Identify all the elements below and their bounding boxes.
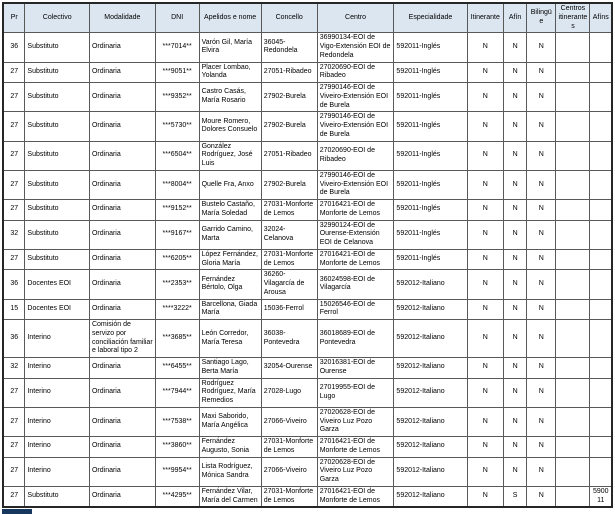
- cell-centros-itinerantes: [556, 220, 590, 249]
- cell-modalidade: Ordinaria: [89, 299, 155, 320]
- cell-pr: 32: [3, 220, 25, 249]
- cell-afin: N: [504, 407, 527, 436]
- cell-colectivo: Substituto: [25, 486, 90, 507]
- cell-afin: N: [504, 249, 527, 270]
- cell-afins: [590, 141, 612, 170]
- cell-colectivo: Substituto: [25, 62, 90, 83]
- cell-apelidos-nome: Barcellona, Giada María: [199, 299, 261, 320]
- cell-centro: 36990134-EOI de Vigo-Extensión EOI de Redondela: [317, 33, 394, 62]
- cell-colectivo: Substituto: [25, 200, 90, 221]
- col-header-especialidade: Especialidade: [394, 3, 467, 33]
- cell-dni: ***6205**: [155, 249, 199, 270]
- cell-itinerante: N: [467, 220, 504, 249]
- col-header-afin: Afín: [504, 3, 527, 33]
- cell-colectivo: Interino: [25, 378, 90, 407]
- cell-centro: 27016421-EOI de Monforte de Lemos: [317, 200, 394, 221]
- cell-itinerante: N: [467, 83, 504, 112]
- cell-concello: 27031-Monforte de Lemos: [261, 200, 317, 221]
- col-header-concello: Concello: [261, 3, 317, 33]
- cell-modalidade: Ordinaria: [89, 200, 155, 221]
- cell-dni: ***9167**: [155, 220, 199, 249]
- cell-afin: N: [504, 62, 527, 83]
- cell-especialidade: 592012-Italiano: [394, 270, 467, 299]
- col-header-centro: Centro: [317, 3, 394, 33]
- cell-centro: 36018689-EOI de Pontevedra: [317, 320, 394, 358]
- cell-itinerante: N: [467, 249, 504, 270]
- cell-afins: [590, 299, 612, 320]
- cell-dni: ***7014**: [155, 33, 199, 62]
- cell-bilingue: N: [527, 170, 556, 199]
- cell-colectivo: Interino: [25, 320, 90, 358]
- cell-afins: [590, 112, 612, 141]
- cell-colectivo: Substituto: [25, 249, 90, 270]
- cell-itinerante: N: [467, 486, 504, 507]
- cell-centros-itinerantes: [556, 299, 590, 320]
- table-row: [3, 141, 612, 170]
- cell-centros-itinerantes: [556, 486, 590, 507]
- cell-colectivo: Docentes EOI: [25, 270, 90, 299]
- cell-afin: N: [504, 141, 527, 170]
- cell-modalidade: Ordinaria: [89, 358, 155, 379]
- cell-dni: ***4295**: [155, 486, 199, 507]
- cell-itinerante: N: [467, 358, 504, 379]
- cell-pr: 36: [3, 320, 25, 358]
- cell-especialidade: 592012-Italiano: [394, 437, 467, 458]
- cell-itinerante: N: [467, 320, 504, 358]
- cell-itinerante: N: [467, 270, 504, 299]
- cell-afins: [590, 320, 612, 358]
- cell-concello: 36038-Pontevedra: [261, 320, 317, 358]
- cell-pr: 27: [3, 112, 25, 141]
- cell-afins: [590, 378, 612, 407]
- cell-afin: N: [504, 33, 527, 62]
- cell-apelidos-nome: López Fernández, Gloria María: [199, 249, 261, 270]
- table-row: [3, 358, 612, 379]
- cell-especialidade: 592012-Italiano: [394, 378, 467, 407]
- cell-modalidade: Comisión de servizo por conciliación familiar e laboral tipo 2: [89, 320, 155, 358]
- cell-pr: 27: [3, 170, 25, 199]
- cell-pr: 36: [3, 270, 25, 299]
- cell-apelidos-nome: Fernández Vilar, María del Carmen: [199, 486, 261, 507]
- table-row: [3, 320, 612, 358]
- cell-modalidade: Ordinaria: [89, 170, 155, 199]
- table-row: [3, 170, 612, 199]
- cell-colectivo: Substituto: [25, 220, 90, 249]
- cell-bilingue: N: [527, 299, 556, 320]
- page-bottom-accent: [2, 509, 32, 514]
- cell-itinerante: N: [467, 457, 504, 486]
- cell-centros-itinerantes: [556, 358, 590, 379]
- cell-modalidade: Ordinaria: [89, 33, 155, 62]
- cell-afin: N: [504, 378, 527, 407]
- cell-pr: 27: [3, 141, 25, 170]
- cell-apelidos-nome: González Rodríguez, José Luis: [199, 141, 261, 170]
- cell-pr: 27: [3, 200, 25, 221]
- cell-afin: N: [504, 270, 527, 299]
- cell-dni: ***5730**: [155, 112, 199, 141]
- cell-itinerante: N: [467, 170, 504, 199]
- cell-apelidos-nome: Castro Casás, María Rosario: [199, 83, 261, 112]
- cell-itinerante: N: [467, 200, 504, 221]
- cell-concello: 27902-Burela: [261, 170, 317, 199]
- col-header-dni: DNI: [155, 3, 199, 33]
- cell-apelidos-nome: Rodríguez Rodríguez, María Remedios: [199, 378, 261, 407]
- col-header-itinerante: Itinerante: [467, 3, 504, 33]
- table-row: [3, 249, 612, 270]
- cell-centros-itinerantes: [556, 320, 590, 358]
- cell-especialidade: 592011-Inglés: [394, 141, 467, 170]
- cell-concello: 32024-Celanova: [261, 220, 317, 249]
- cell-centros-itinerantes: [556, 141, 590, 170]
- cell-dni: ****3222*: [155, 299, 199, 320]
- cell-concello: 27031-Monforte de Lemos: [261, 486, 317, 507]
- col-header-afins: Afíns: [590, 3, 612, 33]
- cell-colectivo: Interino: [25, 358, 90, 379]
- table-row: [3, 299, 612, 320]
- cell-afin: N: [504, 437, 527, 458]
- cell-afin: N: [504, 170, 527, 199]
- cell-afins: [590, 170, 612, 199]
- cell-centros-itinerantes: [556, 437, 590, 458]
- cell-colectivo: Interino: [25, 407, 90, 436]
- table-header-row: [3, 3, 612, 33]
- cell-centros-itinerantes: [556, 457, 590, 486]
- table-row: [3, 112, 612, 141]
- cell-afin: N: [504, 358, 527, 379]
- col-header-apelidos-nome: Apelidos e nome: [199, 3, 261, 33]
- cell-modalidade: Ordinaria: [89, 83, 155, 112]
- cell-apelidos-nome: Quelle Fra, Anxo: [199, 170, 261, 199]
- cell-apelidos-nome: Varón Gil, María Elvira: [199, 33, 261, 62]
- cell-centros-itinerantes: [556, 33, 590, 62]
- cell-bilingue: N: [527, 220, 556, 249]
- col-header-pr: Pr: [3, 3, 25, 33]
- cell-afin: N: [504, 220, 527, 249]
- cell-modalidade: Ordinaria: [89, 457, 155, 486]
- cell-centros-itinerantes: [556, 378, 590, 407]
- cell-apelidos-nome: Fernández Bértolo, Olga: [199, 270, 261, 299]
- cell-especialidade: 592012-Italiano: [394, 358, 467, 379]
- cell-modalidade: Ordinaria: [89, 407, 155, 436]
- cell-itinerante: N: [467, 62, 504, 83]
- cell-concello: 27051-Ribadeo: [261, 141, 317, 170]
- table-header: [3, 3, 612, 33]
- cell-centros-itinerantes: [556, 407, 590, 436]
- cell-concello: 36260-Vilagarcía de Arousa: [261, 270, 317, 299]
- cell-bilingue: N: [527, 358, 556, 379]
- cell-dni: ***2353**: [155, 270, 199, 299]
- cell-colectivo: Substituto: [25, 141, 90, 170]
- cell-centro: 27990146-EOI de Viveiro-Extensión EOI de Burela: [317, 170, 394, 199]
- cell-centro: 27020628-EOI de Viveiro Luz Pozo Garza: [317, 407, 394, 436]
- cell-afins: [590, 200, 612, 221]
- cell-apelidos-nome: Santiago Lago, Berta María: [199, 358, 261, 379]
- cell-centros-itinerantes: [556, 62, 590, 83]
- cell-concello: 27028-Lugo: [261, 378, 317, 407]
- cell-centro: 27016421-EOI de Monforte de Lemos: [317, 249, 394, 270]
- cell-itinerante: N: [467, 33, 504, 62]
- table-row: [3, 62, 612, 83]
- cell-colectivo: Interino: [25, 457, 90, 486]
- col-header-colectivo: Colectivo: [25, 3, 90, 33]
- cell-especialidade: 592011-Inglés: [394, 112, 467, 141]
- cell-concello: 27902-Burela: [261, 83, 317, 112]
- cell-especialidade: 592012-Italiano: [394, 457, 467, 486]
- cell-pr: 15: [3, 299, 25, 320]
- cell-afins: [590, 270, 612, 299]
- table-row: [3, 220, 612, 249]
- cell-dni: ***9051**: [155, 62, 199, 83]
- cell-modalidade: Ordinaria: [89, 486, 155, 507]
- cell-modalidade: Ordinaria: [89, 270, 155, 299]
- cell-pr: 27: [3, 378, 25, 407]
- cell-centro: 27990146-EOI de Viveiro-Extensión EOI de Burela: [317, 112, 394, 141]
- cell-apelidos-nome: Moure Romero, Dolores Consuelo: [199, 112, 261, 141]
- cell-bilingue: N: [527, 320, 556, 358]
- cell-centros-itinerantes: [556, 200, 590, 221]
- col-header-bilingue: Bilingüe: [527, 3, 556, 33]
- cell-centro: 32990124-EOI de Ourense-Extensión EOI de Celanova: [317, 220, 394, 249]
- cell-bilingue: N: [527, 407, 556, 436]
- cell-colectivo: Substituto: [25, 33, 90, 62]
- cell-modalidade: Ordinaria: [89, 112, 155, 141]
- cell-afin: N: [504, 112, 527, 141]
- cell-apelidos-nome: León Corredor, María Teresa: [199, 320, 261, 358]
- cell-bilingue: N: [527, 141, 556, 170]
- cell-apelidos-nome: Garrido Camino, Marta: [199, 220, 261, 249]
- cell-pr: 27: [3, 437, 25, 458]
- cell-centro: 27020690-EOI de Ribadeo: [317, 141, 394, 170]
- cell-afins: 590011: [590, 486, 612, 507]
- table-row: [3, 407, 612, 436]
- cell-bilingue: N: [527, 112, 556, 141]
- cell-concello: 15036-Ferrol: [261, 299, 317, 320]
- cell-bilingue: N: [527, 486, 556, 507]
- cell-itinerante: N: [467, 407, 504, 436]
- cell-afins: [590, 83, 612, 112]
- cell-centro: 27016421-EOI de Monforte de Lemos: [317, 486, 394, 507]
- cell-dni: ***9152**: [155, 200, 199, 221]
- cell-modalidade: Ordinaria: [89, 249, 155, 270]
- cell-itinerante: N: [467, 437, 504, 458]
- cell-afins: [590, 407, 612, 436]
- cell-concello: 36045-Redondela: [261, 33, 317, 62]
- cell-bilingue: N: [527, 457, 556, 486]
- cell-pr: 27: [3, 249, 25, 270]
- cell-afins: [590, 33, 612, 62]
- cell-especialidade: 592012-Italiano: [394, 486, 467, 507]
- cell-concello: 27051-Ribadeo: [261, 62, 317, 83]
- cell-centro: 27020628-EOI de Viveiro Luz Pozo Garza: [317, 457, 394, 486]
- cell-afin: N: [504, 200, 527, 221]
- cell-bilingue: N: [527, 378, 556, 407]
- cell-centro: 36024598-EOI de Vilagarcía: [317, 270, 394, 299]
- cell-concello: 27066-Viveiro: [261, 457, 317, 486]
- cell-modalidade: Ordinaria: [89, 141, 155, 170]
- cell-bilingue: N: [527, 33, 556, 62]
- cell-afin: N: [504, 320, 527, 358]
- cell-modalidade: Ordinaria: [89, 62, 155, 83]
- cell-dni: ***9954**: [155, 457, 199, 486]
- cell-modalidade: Ordinaria: [89, 378, 155, 407]
- col-header-centros-itinerantes: Centros itinerantes: [556, 3, 590, 33]
- cell-especialidade: 592011-Inglés: [394, 249, 467, 270]
- cell-dni: ***6455**: [155, 358, 199, 379]
- cell-modalidade: Ordinaria: [89, 437, 155, 458]
- cell-dni: ***7944**: [155, 378, 199, 407]
- cell-especialidade: 592011-Inglés: [394, 200, 467, 221]
- cell-colectivo: Substituto: [25, 170, 90, 199]
- cell-itinerante: N: [467, 378, 504, 407]
- cell-concello: 27902-Burela: [261, 112, 317, 141]
- cell-especialidade: 592011-Inglés: [394, 62, 467, 83]
- cell-itinerante: N: [467, 299, 504, 320]
- cell-apelidos-nome: Fernández Augusto, Sonia: [199, 437, 261, 458]
- cell-dni: ***3685**: [155, 320, 199, 358]
- cell-afins: [590, 358, 612, 379]
- cell-bilingue: N: [527, 249, 556, 270]
- cell-dni: ***3860**: [155, 437, 199, 458]
- cell-afins: [590, 249, 612, 270]
- cell-colectivo: Docentes EOI: [25, 299, 90, 320]
- cell-colectivo: Substituto: [25, 112, 90, 141]
- cell-especialidade: 592011-Inglés: [394, 33, 467, 62]
- cell-centro: 32016381-EOI de Ourense: [317, 358, 394, 379]
- table-body: [3, 33, 612, 508]
- cell-centros-itinerantes: [556, 270, 590, 299]
- table-row: [3, 378, 612, 407]
- cell-apelidos-nome: Lista Rodríguez, Mónica Sandra: [199, 457, 261, 486]
- cell-pr: 27: [3, 486, 25, 507]
- cell-colectivo: Interino: [25, 437, 90, 458]
- cell-dni: ***9352**: [155, 83, 199, 112]
- cell-modalidade: Ordinaria: [89, 220, 155, 249]
- cell-afins: [590, 62, 612, 83]
- cell-apelidos-nome: Maxi Saborido, María Angélica: [199, 407, 261, 436]
- cell-afins: [590, 220, 612, 249]
- cell-itinerante: N: [467, 141, 504, 170]
- cell-concello: 27031-Monforte de Lemos: [261, 437, 317, 458]
- table-row: [3, 83, 612, 112]
- cell-bilingue: N: [527, 200, 556, 221]
- cell-centros-itinerantes: [556, 249, 590, 270]
- cell-especialidade: 592012-Italiano: [394, 320, 467, 358]
- cell-afin: N: [504, 83, 527, 112]
- table-row: [3, 486, 612, 507]
- cell-especialidade: 592012-Italiano: [394, 407, 467, 436]
- cell-bilingue: N: [527, 270, 556, 299]
- table-row: [3, 437, 612, 458]
- table-row: [3, 200, 612, 221]
- cell-pr: 27: [3, 457, 25, 486]
- cell-concello: 27031-Monforte de Lemos: [261, 249, 317, 270]
- cell-centro: 27016421-EOI de Monforte de Lemos: [317, 437, 394, 458]
- cell-afins: [590, 437, 612, 458]
- cell-pr: 27: [3, 62, 25, 83]
- table-row: [3, 33, 612, 62]
- cell-centros-itinerantes: [556, 83, 590, 112]
- cell-dni: ***8004**: [155, 170, 199, 199]
- cell-pr: 27: [3, 83, 25, 112]
- cell-centros-itinerantes: [556, 112, 590, 141]
- cell-concello: 27066-Viveiro: [261, 407, 317, 436]
- cell-dni: ***6504**: [155, 141, 199, 170]
- cell-bilingue: N: [527, 62, 556, 83]
- cell-especialidade: 592012-Italiano: [394, 299, 467, 320]
- cell-bilingue: N: [527, 437, 556, 458]
- cell-afin: S: [504, 486, 527, 507]
- cell-pr: 32: [3, 358, 25, 379]
- col-header-modalidade: Modalidade: [89, 3, 155, 33]
- cell-afin: N: [504, 457, 527, 486]
- cell-itinerante: N: [467, 112, 504, 141]
- table-row: [3, 457, 612, 486]
- cell-afin: N: [504, 299, 527, 320]
- cell-apelidos-nome: Bustelo Castaño, María Soledad: [199, 200, 261, 221]
- cell-concello: 32054-Ourense: [261, 358, 317, 379]
- table-row: [3, 270, 612, 299]
- cell-colectivo: Substituto: [25, 83, 90, 112]
- cell-centro: 27020690-EOI de Ribadeo: [317, 62, 394, 83]
- cell-especialidade: 592011-Inglés: [394, 83, 467, 112]
- cell-centro: 27990146-EOI de Viveiro-Extensión EOI de Burela: [317, 83, 394, 112]
- cell-centro: 27019955-EOI de Lugo: [317, 378, 394, 407]
- cell-afins: [590, 457, 612, 486]
- cell-especialidade: 592011-Inglés: [394, 220, 467, 249]
- cell-dni: ***7538**: [155, 407, 199, 436]
- appointments-table: [2, 2, 613, 508]
- cell-centros-itinerantes: [556, 170, 590, 199]
- cell-pr: 36: [3, 33, 25, 62]
- cell-pr: 27: [3, 407, 25, 436]
- cell-apelidos-nome: Placer Lombao, Yolanda: [199, 62, 261, 83]
- cell-bilingue: N: [527, 83, 556, 112]
- cell-centro: 15026546-EOI de Ferrol: [317, 299, 394, 320]
- cell-especialidade: 592011-Inglés: [394, 170, 467, 199]
